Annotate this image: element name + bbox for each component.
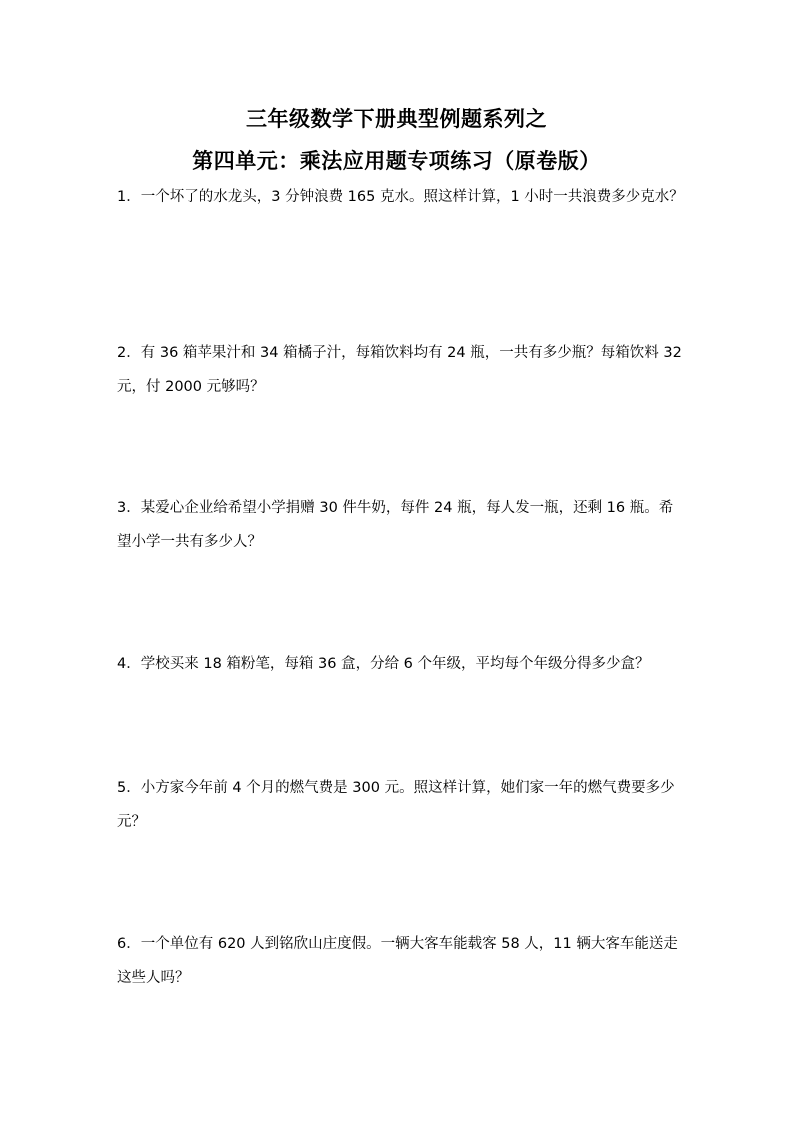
question-4 xyxy=(117,647,687,681)
question-3 xyxy=(117,491,687,559)
document-title: 三年级数学下册典型例题系列之 xyxy=(246,107,547,131)
question-6 xyxy=(117,927,687,995)
question-number: 5． xyxy=(117,780,141,796)
question-number: 2． xyxy=(117,345,141,361)
question-text: 有 36 箱苹果汁和 34 箱橘子汁，每箱饮料均有 24 瓶，一共有多少瓶？每箱饮料 32 元，付 2000 元够吗？ xyxy=(117,345,682,395)
question-text: 一个坏了的水龙头，3 分钟浪费 165 克水。照这样计算，1 小时一共浪费多少克水？ xyxy=(140,189,684,205)
question-2 xyxy=(117,336,687,404)
question-text: 一个单位有 620 人到铭欣山庄度假。一辆大客车能载客 58 人，11 辆大客车能送走这些人吗？ xyxy=(117,936,678,986)
question-text: 小方家今年前 4 个月的燃气费是 300 元。照这样计算，她们家一年的燃气费要多少元？ xyxy=(117,780,675,830)
question-text: 学校买来 18 箱粉笔，每箱 36 盒，分给 6 个年级，平均每个年级分得多少盒？ xyxy=(140,656,650,672)
question-1 xyxy=(117,180,687,214)
question-5 xyxy=(117,771,687,839)
question-number: 6． xyxy=(117,936,141,952)
question-number: 4． xyxy=(117,656,141,672)
question-text: 某爱心企业给希望小学捐赠 30 件牛奶，每件 24 瓶，每人发一瓶，还剩 16 瓶。希望小学一共有多少人？ xyxy=(117,500,674,550)
question-number: 1． xyxy=(117,189,141,205)
question-number: 3． xyxy=(117,500,141,516)
document-subtitle: 第四单元：乘法应用题专项练习（原卷版） xyxy=(192,149,601,173)
